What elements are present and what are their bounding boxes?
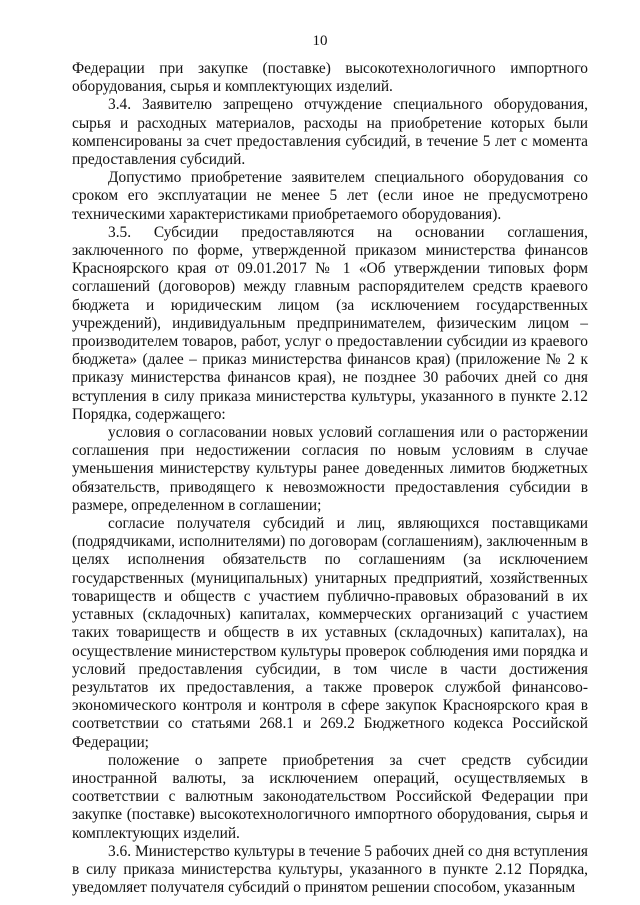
paragraph-equipment-lifetime: Допустимо приобретение заявителем специального оборудования со сроком его эксплуатации не менее 5 лет (если иное не предусмотрено техническими характеристиками приобретаемого оборудования). (72, 169, 588, 223)
paragraph-3-4: 3.4. Заявителю запрещено отчуждение специального оборудования, сырья и расходных материалов, расходы на приобретение которых были компенсированы за счет предоставления субсидий, в течение 5 лет с момента предоставления субсидий. (72, 96, 588, 169)
paragraph-condition-agreement: условия о согласовании новых условий соглашения или о расторжении соглашения при недостижении согласия по новым условиям в случае уменьшения министерству культуры ранее доведенных лимитов бюджетных обязательств, приводящего к невозможности предоставления субсидии в размере, определенном в соглашении; (72, 424, 588, 514)
document-body (72, 60, 588, 897)
paragraph-3-5: 3.5. Субсидии предоставляются на основании соглашения, заключенного по форме, утвержденной приказом министерства финансов Красноярского края от 09.01.2017 № 1 «Об утверждении типовых форм соглашений (договоров) между главным распорядителем средств краевого бюджета и юридическим лицом (за исключением государственных учреждений), индивидуальным предпринимателем, физическим лицом – производителем товаров, работ, услуг о предоставлении субсидии из краевого бюджета» (далее – приказ министерства финансов края) (приложение № 2 к приказу министерства финансов края), не позднее 30 рабочих дней со дня вступления в силу приказа министерства культуры, указанного в пункте 2.12 Порядка, содержащего: (72, 223, 588, 423)
paragraph-3-6: 3.6. Министерство культуры в течение 5 рабочих дней со дня вступления в силу приказа министерства культуры, указанного в пункте 2.12 Порядка, уведомляет получателя субсидий о принятом решении способом, указанным (72, 842, 588, 897)
paragraph-consent-inspections: согласие получателя субсидий и лиц, являющихся поставщиками (подрядчиками, исполнителями) по договорам (соглашениям), заключенным в целях исполнения обязательств по соглашениям (за исключением государственных (муниципальных) унитарных предприятий, хозяйственных товариществ и обществ с участием публично-правовых образований в их уставных (складочных) капиталах, коммерческих организаций с участием таких товариществ и обществ в их уставных (складочных) капиталах), на осуществление министерством культуры проверок соблюдения ими порядка и условий предоставления субсидии, в том числе в части достижения результатов их предоставления, а также проверок службой финансово-экономического контроля и контроля в сфере закупок Красноярского края в соответствии со статьями 268.1 и 269.2 Бюджетного кодекса Российской Федерации; (72, 515, 588, 751)
paragraph-continuation: Федерации при закупке (поставке) высокотехнологичного импортного оборудования, сырья и комплектующих изделий. (72, 60, 588, 96)
paragraph-currency-prohibition: положение о запрете приобретения за счет средств субсидии иностранной валюты, за исключением операций, осуществляемых в соответствии с валютным законодательством Российской Федерации при закупке (поставке) высокотехнологичного импортного оборудования, сырья и комплектующих изделий. (72, 751, 588, 842)
page-number: 10 (312, 33, 328, 49)
